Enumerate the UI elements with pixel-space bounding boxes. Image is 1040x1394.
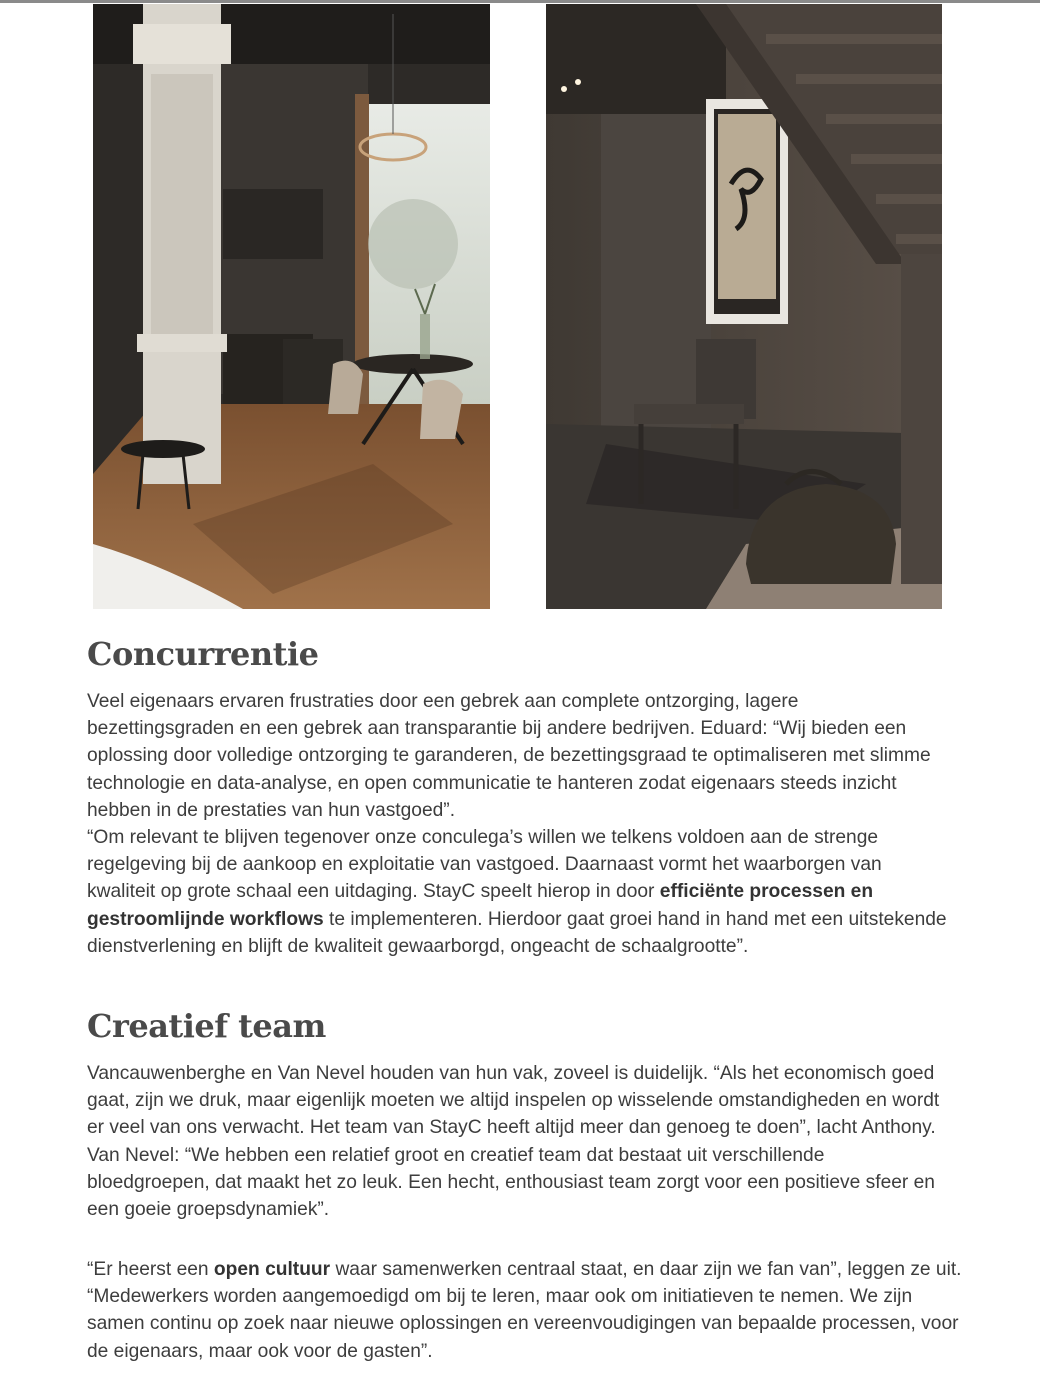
paragraph-concurrentie-2: “Om relevant te blijven tegenover onze conculega’s willen we telkens voldoen aan de strenge regelgeving bij de aankoop en exploitatie van vastgoed. Daarnaast vormt het waarborgen van kwaliteit op grote schaal een uitdaging. StayC speelt hierop in door efficiënte processen en gestroomlijnde workflows te implementeren. Hierdoor gaat groei hand in hand met een uitstekende dienstverlening en blijft de kwaliteit gewaarborgd, ongeacht de schaalgrootte”. bbox=[87, 827, 947, 957]
paragraph-concurrentie-1: Veel eigenaars ervaren frustraties door een gebrek aan complete ontzorging, lagere bezettingsgraden en een gebrek aan transparantie bij andere bedrijven. Eduard: “Wij bieden een oplossing door volledige ontzorging te garanderen, de bezettingsgraad te optimaliseren met slimme technologie en data-analyse, en open communicatie te hanteren zodat eigenaars steeds inzicht hebben in de prestaties van hun vastgoed”. bbox=[87, 691, 931, 821]
bold-phrase-efficient-processes: efficiënte processen en gestroomlijnde workflows bbox=[87, 881, 874, 930]
top-border bbox=[0, 0, 1040, 3]
section-heading-concurrentie: Concurrentie bbox=[87, 635, 319, 673]
paragraph-creatief-team-2: “Er heerst een open cultuur waar samenwerken centraal staat, en daar zijn we fan van”, leggen ze uit. “Medewerkers worden aangemoedigd om bij te leren, maar ook om initiatieven te nemen. We zijn samen continu op zoek naar nieuwe oplossingen en vereenvoudigingen van bepaalde processen, voor de eigenaars, maar ook voor de gasten”. bbox=[87, 1259, 962, 1362]
paragraph-creatief-team-1: Vancauwenberghe en Van Nevel houden van hun vak, zoveel is duidelijk. “Als het economisch goed gaat, zijn we druk, maar eigenlijk moeten we altijd inspelen op wisselende omstandigheden en wordt er veel van ons verwacht. Het team van StayC heeft altijd meer dan genoeg te doen”, lacht Anthony. Van Nevel: “We hebben een relatief groot en creatief team dat bestaat uit verschillende bloedgroepen, dat maakt het zo leuk. Een hecht, enthousiast team zorgt voor een positieve sfeer en een goeie groepsdynamiek”. bbox=[87, 1063, 940, 1221]
kitchen-dining-photo bbox=[93, 4, 490, 609]
section-heading-creatief-team: Creatief team bbox=[87, 1007, 326, 1045]
hallway-staircase-photo bbox=[546, 4, 942, 609]
bold-phrase-open-cultuur: open cultuur bbox=[213, 1259, 331, 1280]
